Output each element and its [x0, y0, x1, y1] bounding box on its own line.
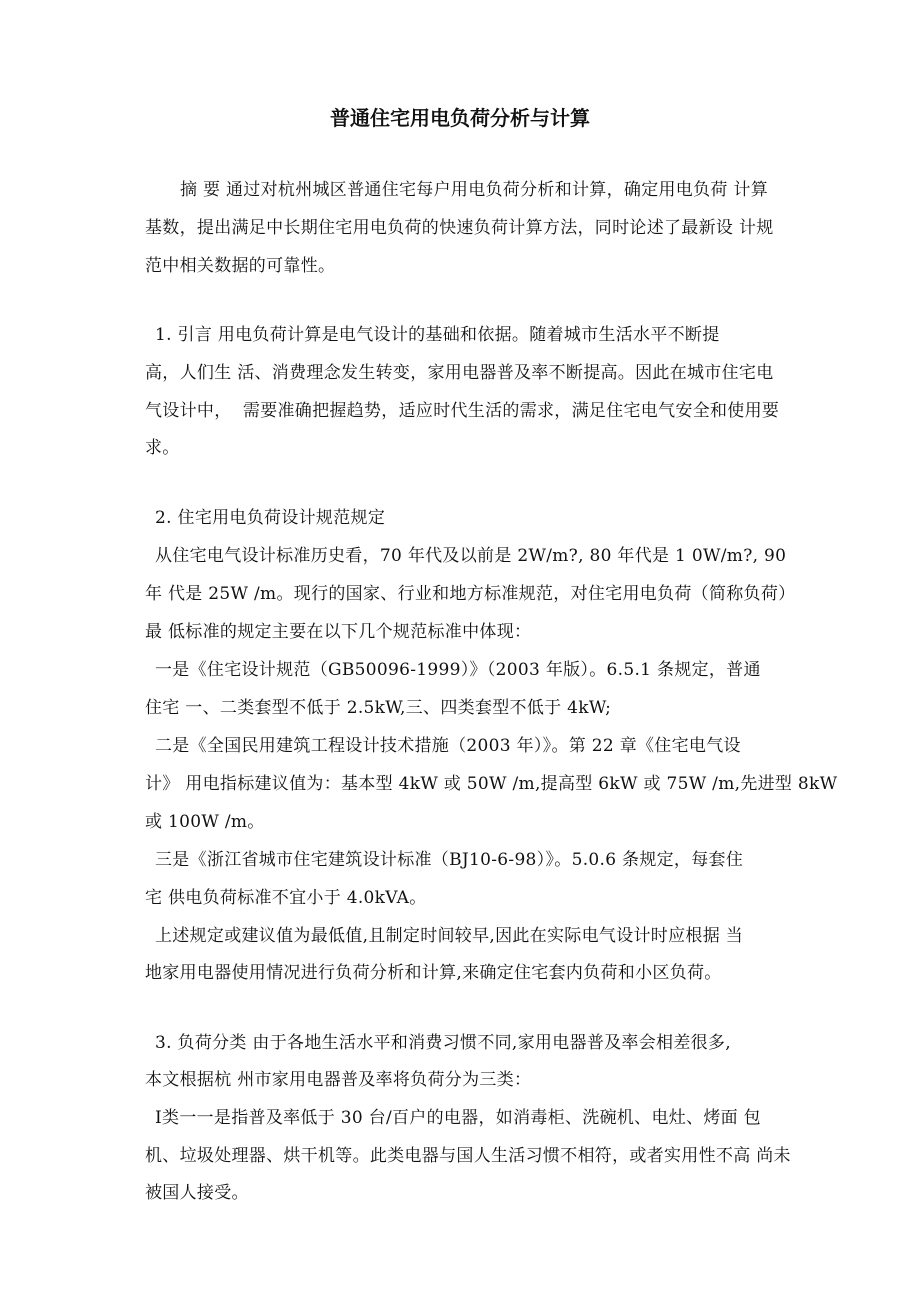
section2-heading: 2. 住宅用电负荷设计规范规定 — [155, 508, 386, 528]
section3-line: 机、垃圾处理器、烘干机等。此类电器与国人生活习惯不相符，或者实用性不高 尚未 — [145, 1146, 791, 1166]
section3-line: 3. 负荷分类 由于各地生活水平和消费习惯不同,家用电器普及率会相差很多, — [155, 1033, 731, 1053]
section2-line: 从住宅电气设计标准历史看，70 年代及以前是 2W/m?, 80 年代是 1 0W/m?, 90 — [155, 546, 787, 566]
section2-line: 住宅 一、二类套型不低于 2.5kW,三、四类套型不低于 4kW; — [145, 698, 612, 718]
section2-line: 宅 供电负荷标准不宜小于 4.0kVA。 — [145, 888, 427, 908]
section1-line: 求。 — [145, 438, 180, 458]
section2-line: 地家用电器使用情况进行负荷分析和计算,来确定住宅套内负荷和小区负荷。 — [145, 963, 722, 983]
section3-line: Ⅰ类一一是指普及率低于 30 台/百户的电器，如消毒柜、洗碗机、电灶、烤面 包 — [155, 1108, 761, 1128]
section1-line: 气设计中， 需要准确把握趋势，适应时代生活的需求，满足住宅电气安全和使用要 — [145, 401, 780, 421]
section2-line: 上述规定或建议值为最低值,且制定时间较早,因此在实际电气设计时应根据 当 — [155, 926, 744, 946]
section2-line: 二是《全国民用建筑工程设计技术措施（2003 年）》。第 22 章《住宅电气设 — [155, 736, 741, 756]
section1-line: 高，人们生 活、消费理念发生转变，家用电器普及率不断提高。因此在城市住宅电 — [145, 363, 774, 383]
section2-line: 最 低标准的规定主要在以下几个规范标准中体现： — [145, 622, 532, 642]
document-title: 普通住宅用电负荷分析与计算 — [330, 106, 590, 130]
section2-line: 或 100W /m。 — [145, 812, 265, 832]
section2-line: 计》 用电指标建议值为：基本型 4kW 或 50W /m,提高型 6kW 或 75W /m,先进型 8kW — [145, 774, 838, 794]
abstract-line: 基数，提出满足中长期住宅用电负荷的快速负荷计算方法，同时论述了最新设 计规 — [145, 218, 774, 238]
abstract-line: 摘 要 通过对杭州城区普通住宅每户用电负荷分析和计算，确定用电负荷 计算 — [180, 180, 769, 200]
section3-line: 本文根据杭 州市家用电器普及率将负荷分为三类： — [145, 1070, 532, 1090]
section2-line: 年 代是 25W /m。现行的国家、行业和地方标准规范，对住宅用电负荷（简称负荷） — [145, 584, 796, 604]
abstract-line: 范中相关数据的可靠性。 — [145, 256, 336, 276]
section2-line: 三是《浙江省城市住宅建筑设计标准（BJ10-6-98）》。5.0.6 条规定，每套住 — [155, 850, 744, 870]
section3-line: 被国人接受。 — [145, 1183, 249, 1203]
section1-line: 1. 引言 用电负荷计算是电气设计的基础和依据。随着城市生活水平不断提 — [155, 325, 720, 345]
section2-line: 一是《住宅设计规范（GB50096-1999）》（2003 年版）。6.5.1 条规定，普通 — [155, 660, 761, 680]
